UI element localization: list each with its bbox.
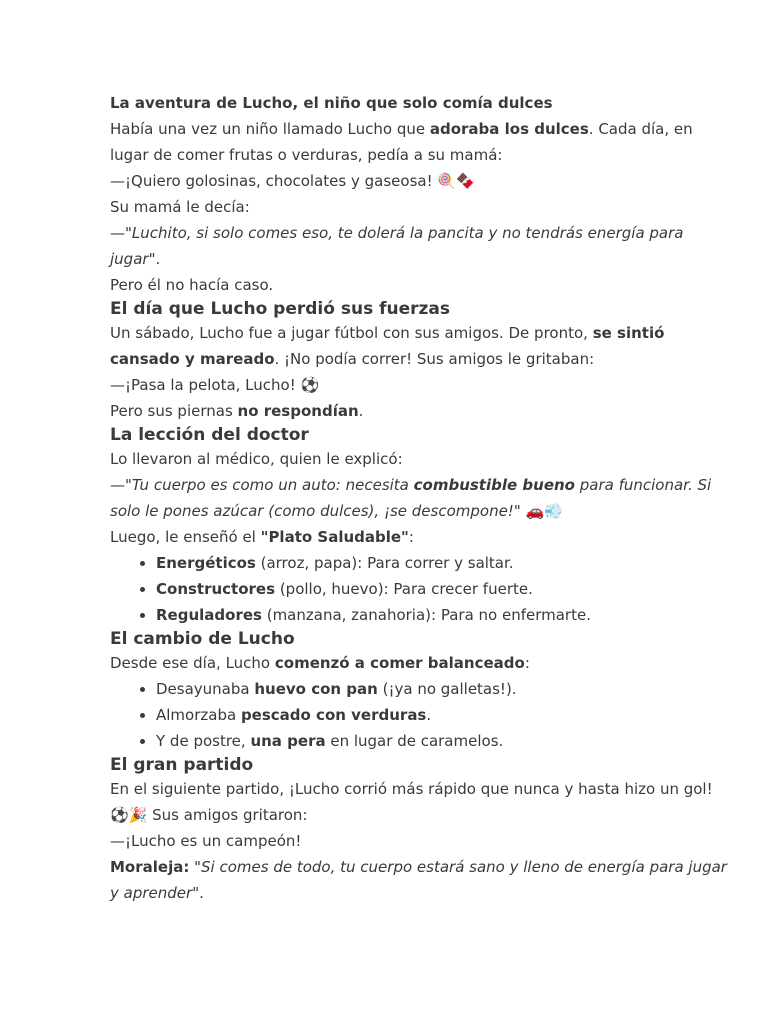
text-run: ". [148, 250, 161, 268]
section4-paragraph-1: En el siguiente partido, ¡Lucho corrió más rápido que nunca y hasta hizo un gol! ⚽🎉 Sus amigos gritaron: [110, 780, 713, 824]
bold-text: no respondían [237, 402, 359, 420]
section-heading-cambio: El cambio de Lucho [110, 629, 295, 649]
text-run: (arroz, papa): Para correr y saltar. [255, 554, 514, 572]
plato-saludable-list [110, 550, 730, 628]
text-run: Desde ese día, Lucho [110, 654, 275, 672]
section2-doctor-quote [110, 472, 730, 524]
document-title: La aventura de Lucho, el niño que solo comía dulces [110, 94, 553, 112]
bold-text: Energéticos [156, 554, 256, 572]
bold-text: se sintió cansado y mareado [110, 324, 665, 368]
text-run: —" [110, 476, 132, 494]
bold-text: combustible bueno [413, 476, 575, 494]
section1-paragraph-1 [110, 320, 730, 372]
bold-text: huevo con pan [254, 680, 378, 698]
intro-paragraph-mama: Su mamá le decía: [110, 198, 250, 216]
text-run: Y de postre, [156, 732, 251, 750]
text-run: ". [192, 884, 204, 902]
italic-text [110, 476, 711, 520]
section-heading-partido: El gran partido [110, 755, 254, 775]
section2-paragraph-1: Lo llevaron al médico, quien le explicó: [110, 450, 403, 468]
list-item [156, 676, 730, 702]
section2-paragraph-2 [110, 524, 730, 550]
bold-text: pescado con verduras [240, 706, 427, 724]
text-run: . [426, 706, 432, 724]
text-run: —" [110, 224, 132, 242]
list-item [156, 702, 730, 728]
document-page [110, 92, 730, 906]
bold-text: adoraba los dulces [429, 120, 589, 138]
text-run: (manzana, zanahoria): Para no enfermarte. [261, 606, 591, 624]
section1-paragraph-2 [110, 398, 730, 424]
text-run: Un sábado, Lucho fue a jugar fútbol con sus amigos. De pronto, [110, 324, 593, 342]
section-heading-doctor: La lección del doctor [110, 425, 309, 445]
text-run: Había una vez un niño llamado Lucho que [110, 120, 430, 138]
text-run: . ¡No podía correr! Sus amigos le gritaban: [274, 350, 595, 368]
list-item [156, 550, 730, 576]
bold-text: Constructores [156, 580, 276, 598]
italic-text: Luchito, si solo comes eso, te dolerá la pancita y no tendrás energía para jugar [110, 224, 684, 268]
intro-paragraph-1 [110, 116, 730, 168]
meals-list [110, 676, 730, 754]
bold-text: una pera [250, 732, 326, 750]
text-run: Tu cuerpo es como un auto: necesita [131, 476, 414, 494]
bold-text: "Plato Saludable" [260, 528, 409, 546]
text-run: Almorzaba [156, 706, 241, 724]
text-run: . Cada día, en lugar de comer frutas o verduras, pedía a su mamá: [110, 120, 693, 164]
section3-paragraph-1 [110, 650, 730, 676]
text-run: " 🚗💨 [513, 502, 563, 520]
section4-dialogue: —¡Lucho es un campeón! [110, 832, 302, 850]
text-run: . [358, 402, 364, 420]
intro-dialogue-lucho: —¡Quiero golosinas, chocolates y gaseosa! 🍭🍫 [110, 172, 475, 190]
bold-text: Moraleja: [110, 858, 190, 876]
text-run: " [189, 858, 202, 876]
text-run: Luego, le enseñó el [110, 528, 261, 546]
intro-paragraph-end: Pero él no hacía caso. [110, 276, 274, 294]
bold-text: Reguladores [156, 606, 262, 624]
text-run: : [408, 528, 414, 546]
text-run: (¡ya no galletas!). [377, 680, 517, 698]
list-item [156, 602, 730, 628]
text-run: Desayunaba [156, 680, 255, 698]
text-run: Pero sus piernas [110, 402, 238, 420]
intro-dialogue-mama [110, 220, 730, 272]
list-item [156, 728, 730, 754]
moraleja-paragraph [110, 854, 730, 906]
section1-dialogue: —¡Pasa la pelota, Lucho! ⚽ [110, 376, 320, 394]
text-run: en lugar de caramelos. [325, 732, 504, 750]
italic-text: Si comes de todo, tu cuerpo estará sano y lleno de energía para jugar y aprender [110, 858, 727, 902]
list-item [156, 576, 730, 602]
section-heading-fuerzas: El día que Lucho perdió sus fuerzas [110, 299, 451, 319]
bold-text: comenzó a comer balanceado [274, 654, 525, 672]
text-run: : [524, 654, 530, 672]
text-run: (pollo, huevo): Para crecer fuerte. [275, 580, 533, 598]
text-run: para funcionar. Si solo le pones azúcar (como dulces), ¡se descompone! [110, 476, 712, 520]
